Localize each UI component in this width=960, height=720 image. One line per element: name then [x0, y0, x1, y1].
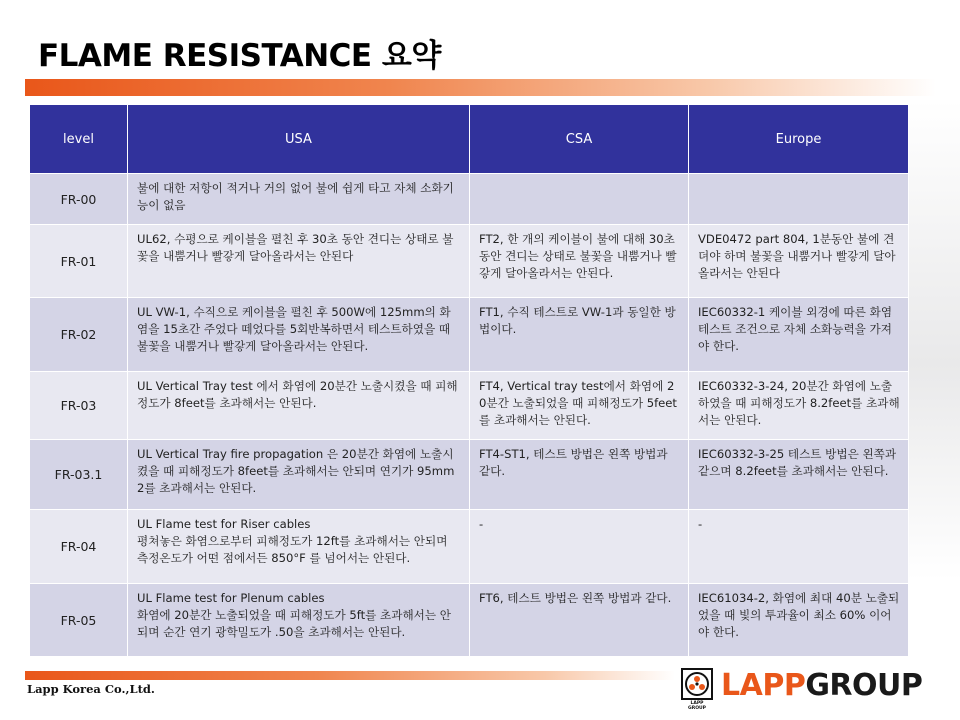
table-row — [30, 174, 909, 225]
emblem-caption: LAPP GROUP — [688, 701, 706, 711]
csa-cell: - — [470, 510, 689, 584]
europe-cell: VDE0472 part 804, 1분동안 불에 견뎌야 하며 불꽃을 내뿜거나 빨갛게 달아올라서는 안된다 — [689, 225, 909, 298]
logo-word-lapp: LAPP — [721, 668, 806, 703]
csa-cell: FT4, Vertical tray test에서 화염에 20분간 노출되었을 때 피해정도가 5feet를 초과해서는 안된다. — [470, 372, 689, 440]
csa-cell: FT2, 한 개의 케이블이 불에 대해 30초동안 견디는 상태로 불꽃을 내뿜거나 빨갛게 달아올라서는 안된다. — [470, 225, 689, 298]
table-row — [30, 510, 909, 584]
europe-cell: - — [689, 510, 909, 584]
header-csa: CSA — [470, 105, 689, 174]
table-row — [30, 225, 909, 298]
table-row — [30, 298, 909, 372]
level-cell: FR-00 — [30, 174, 128, 225]
flame-resistance-table — [29, 104, 909, 657]
company-name: Lapp Korea Co.,Ltd. — [27, 682, 155, 696]
table-row — [30, 372, 909, 440]
usa-cell: UL VW-1, 수직으로 케이블을 펼친 후 500W에 125mm의 화염을 15초간 주었다 떼었다를 5회반복하면서 테스트하였을 때 불꽃을 내뿜거나 빨갛게 달아올라서는 안된다. — [128, 298, 470, 372]
csa-cell: FT6, 테스트 방법은 왼쪽 방법과 같다. — [470, 584, 689, 657]
csa-cell: FT4-ST1, 테스트 방법은 왼쪽 방법과 같다. — [470, 440, 689, 510]
footer-bar — [25, 671, 675, 680]
lapp-group-logo — [681, 666, 945, 711]
header-usa: USA — [128, 105, 470, 174]
level-cell: FR-04 — [30, 510, 128, 584]
slide-title: FLAME RESISTANCE 요약 — [38, 38, 441, 74]
usa-cell: UL Vertical Tray test 에서 화염에 20분간 노출시켰을 때 피해정도가 8feet를 초과해서는 안된다. — [128, 372, 470, 440]
table-row — [30, 584, 909, 657]
level-cell: FR-02 — [30, 298, 128, 372]
usa-cell: UL Vertical Tray fire propagation 은 20분간 화염에 노출시켰을 때 피해정도가 8feet를 초과해서는 안되며 연기가 95mm2를 초과해서는 안된다. — [128, 440, 470, 510]
level-cell: FR-05 — [30, 584, 128, 657]
csa-cell: FT1, 수직 테스트로 VW-1과 동일한 방법이다. — [470, 298, 689, 372]
europe-cell: IEC60332-1 케이블 외경에 따른 화염테스트 조건으로 자체 소화능력을 가져야 한다. — [689, 298, 909, 372]
usa-cell: UL Flame test for Plenum cables 화염에 20분간 노출되었을 때 피해정도가 5ft를 초과해서는 안되며 순간 연기 광학밀도가 .50을 초과해서는 안된다. — [128, 584, 470, 657]
logo-word-group: GROUP — [805, 668, 923, 703]
table-row — [30, 440, 909, 510]
level-cell: FR-03 — [30, 372, 128, 440]
europe-cell: IEC60332-3-24, 20분간 화염에 노출하였을 때 피해정도가 8.2feet를 초과해서는 안된다. — [689, 372, 909, 440]
title-underline-bar — [25, 79, 936, 96]
usa-cell: 불에 대한 저항이 적거나 거의 없어 불에 쉽게 타고 자체 소화기능이 없음 — [128, 174, 470, 225]
csa-cell — [470, 174, 689, 225]
header-level: level — [30, 105, 128, 174]
europe-cell — [689, 174, 909, 225]
usa-cell: UL Flame test for Riser cables 평쳐놓은 화염으로부터 피해정도가 12ft를 초과해서는 안되며 측정온도가 어떤 점에서든 850°F 를 넘어서는 안된다. — [128, 510, 470, 584]
lapp-emblem-icon — [681, 668, 713, 700]
header-europe: Europe — [689, 105, 909, 174]
table-header-row — [30, 105, 909, 174]
logo-wordmark — [721, 666, 922, 706]
level-cell: FR-01 — [30, 225, 128, 298]
usa-cell: UL62, 수평으로 케이블을 펼친 후 30초 동안 견디는 상태로 불꽃을 내뿜거나 빨갛게 달아올라서는 안된다 — [128, 225, 470, 298]
europe-cell: IEC60332-3-25 테스트 방법은 왼쪽과 같으며 8.2feet를 초과해서는 안된다. — [689, 440, 909, 510]
level-cell: FR-03.1 — [30, 440, 128, 510]
europe-cell: IEC61034-2, 화염에 최대 40분 노출되었을 때 빛의 투과율이 최소 60% 이어야 한다. — [689, 584, 909, 657]
